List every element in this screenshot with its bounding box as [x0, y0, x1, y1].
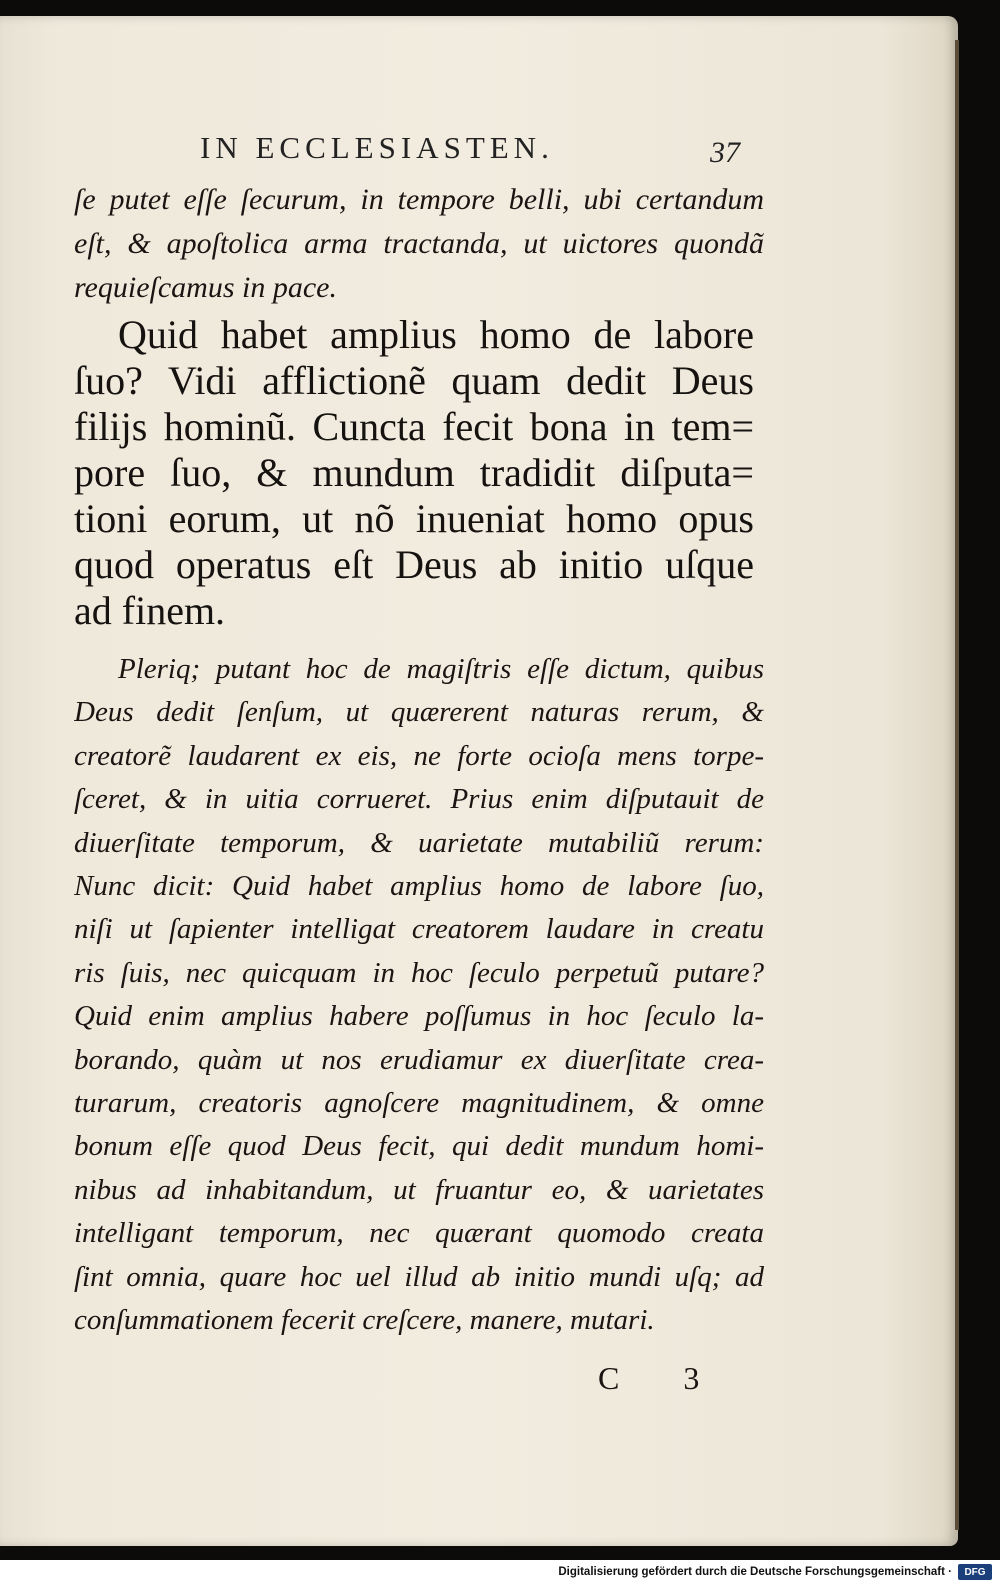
verse-line: filijs hominũ. Cuncta fecit bona in tem=	[74, 404, 754, 449]
text-line: niſi ut ſapienter intelligat creatorem laudare in creatu	[74, 913, 764, 946]
running-head: IN ECCLESIASTEN.	[200, 130, 554, 165]
commentary-continuation	[74, 178, 764, 310]
text-line: ſint omnia, quare hoc uel illud ab initio mundi uſq; ad	[74, 1260, 764, 1293]
text-line: Quid enim amplius habere poſſumus in hoc ſeculo la-	[74, 1000, 764, 1033]
verse-line: Quid habet amplius homo de labore	[118, 312, 754, 357]
verse-line: quod operatus eſt Deus ab initio uſque	[74, 542, 754, 587]
page-edge	[955, 40, 959, 1530]
text-line: ris ſuis, nec quicquam in hoc ſeculo perpetuũ putare?	[74, 956, 764, 989]
text-line: turarum, creatoris agnoſcere magnitudinem, & omne	[74, 1087, 764, 1120]
text-line: Pleriq; putant hoc de magiſtris eſſe dictum, quibus	[118, 653, 764, 685]
text-line: bonum eſſe quod Deus fecit, qui dedit mundum homi-	[74, 1130, 764, 1163]
verse-line: ad finem.	[74, 588, 226, 633]
text-line: creatorẽ laudarent ex eis, ne forte ocioſa mens torpe-	[74, 739, 764, 772]
text-line: intelligant temporum, nec quærant quomodo creata	[74, 1217, 764, 1250]
commentary-paragraph	[74, 648, 764, 1343]
text-line: nibus ad inhabitandum, ut fruantur eo, & uarietates	[74, 1173, 764, 1206]
signature-mark: C 3	[598, 1360, 728, 1396]
text-line: ſceret, & in uitia corrueret. Prius enim diſputauit de	[74, 783, 764, 816]
text-line: requieſcamus in pace.	[74, 271, 337, 304]
verse-line: tioni eorum, ut nõ inueniat homo opus	[74, 496, 754, 541]
verse-line: ſuo? Vidi afflictionẽ quam dedit Deus	[74, 358, 754, 403]
funding-credit: Digitalisierung gefördert durch die Deutsche Forschungsgemeinschaft ·	[558, 1566, 952, 1578]
page-number: 37	[710, 136, 740, 169]
text-line: diuerſitate temporum, & uarietate mutabiliũ rerum:	[74, 826, 764, 859]
text-line: ſe putet eſſe ſecurum, in tempore belli, ubi certandum	[74, 183, 764, 216]
text-line: borando, quàm ut nos erudiamur ex diuerſitate crea-	[74, 1043, 764, 1076]
scripture-verse	[74, 312, 754, 634]
dfg-logo: DFG	[958, 1564, 992, 1580]
text-line: eſt, & apoſtolica arma tractanda, ut uictores quondã	[74, 227, 764, 260]
text-line: conſummationem fecerit creſcere, manere, mutari.	[74, 1304, 655, 1337]
text-line: Deus dedit ſenſum, ut quærerent naturas rerum, &	[74, 696, 764, 729]
verse-line: pore ſuo, & mundum tradidit diſputa=	[74, 450, 754, 495]
text-line: Nunc dicit: Quid habet amplius homo de labore ſuo,	[74, 870, 764, 903]
